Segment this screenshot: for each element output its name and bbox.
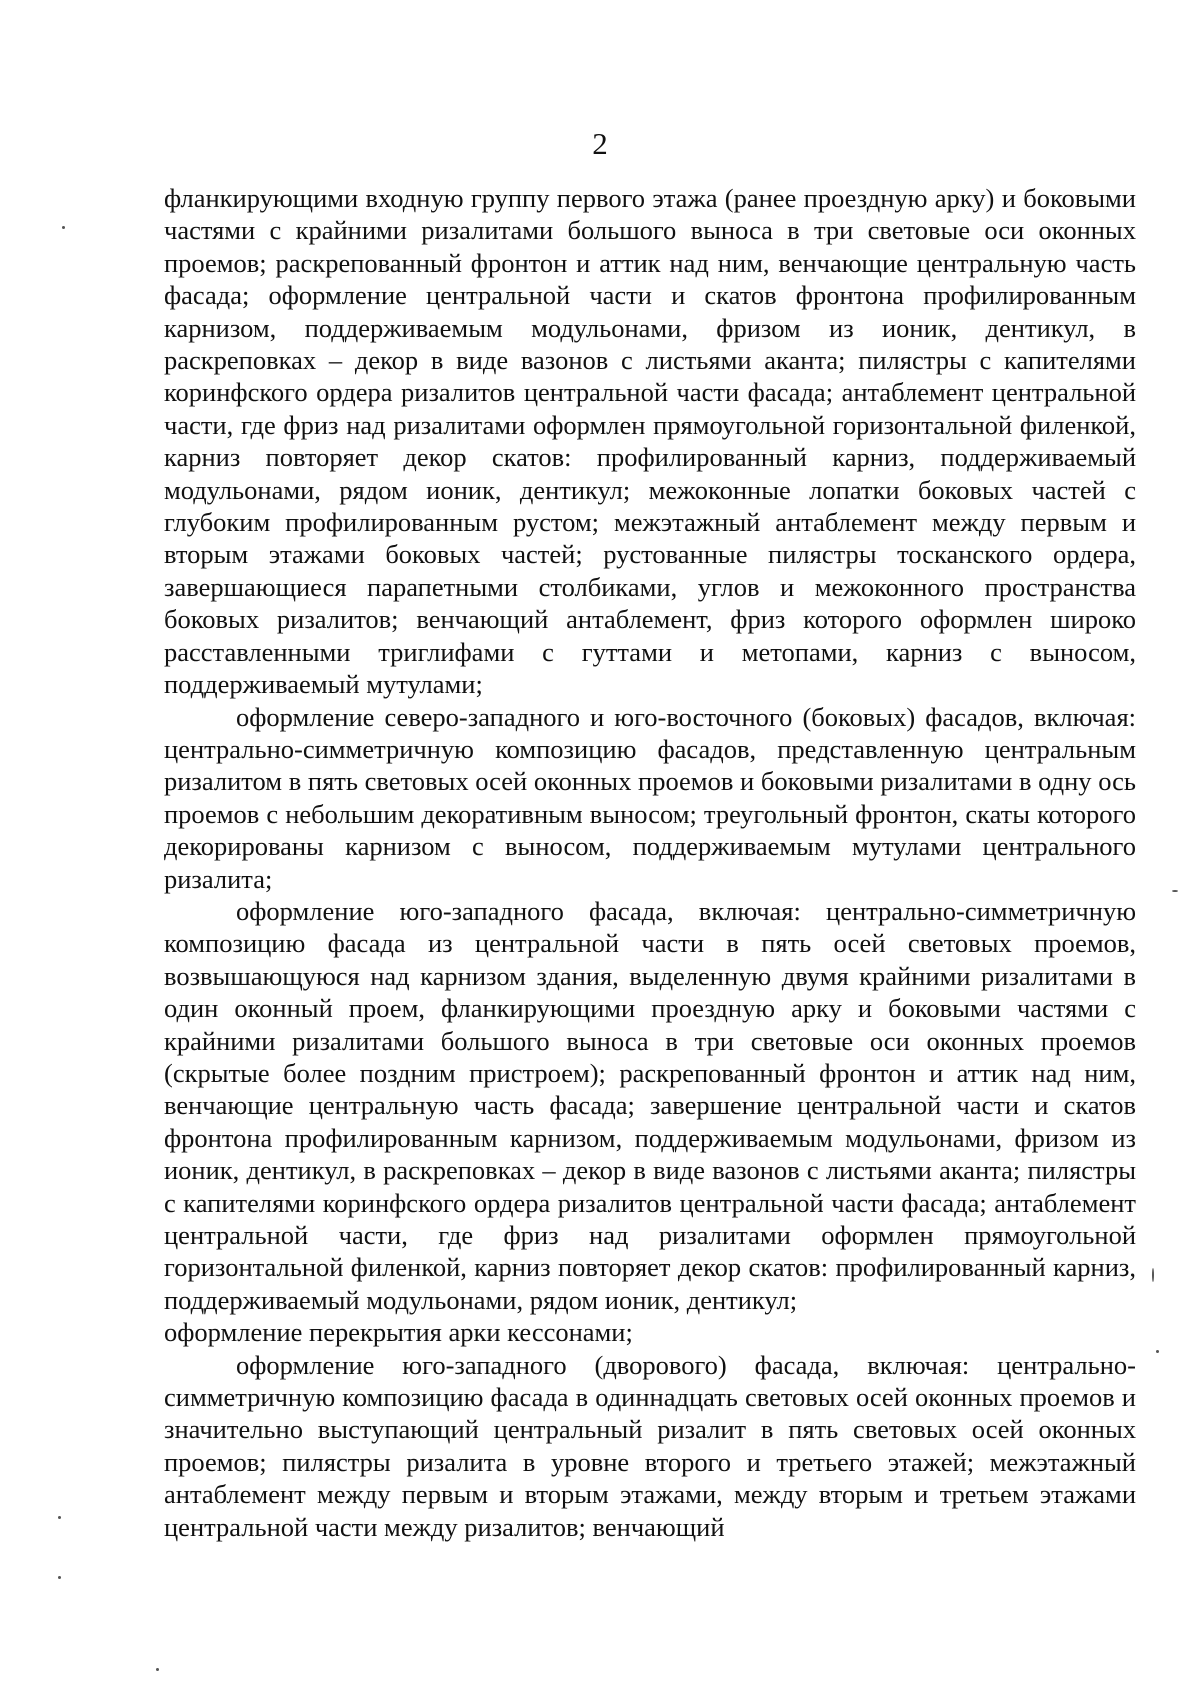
body-text — [164, 182, 1136, 1543]
scan-speck — [58, 1516, 61, 1519]
scan-speck — [58, 1576, 61, 1579]
scan-speck — [1152, 1268, 1154, 1282]
paragraph-courtyard-facade: оформление юго-западного (дворового) фасада, включая: центрально-симметричную композицию фасада в одиннадцать световых осей оконных проемов и значительно выступающий центральный ризалит в пять световых осей оконных проемов; пилястры ризалита в уровне второго и третьего этажей; межэтажный антаблемент между первым и вторым этажами, между вторым и третьем этажами центральной части между ризалитов; венчающий — [164, 1349, 1136, 1542]
paragraph-main-facade-continuation: фланкирующими входную группу первого этажа (ранее проездную арку) и боковыми частями с крайними ризалитами большого выноса в три световые оси оконных проемов; раскрепованный фронтон и аттик над ним, венчающие центральную часть фасада; оформление центральной части и скатов фронтона профилированным карнизом, поддерживаемым модульонами, фризом из ионик, дентикул, в раскреповках – декор в виде вазонов с листьями аканта; пилястры с капителями коринфского ордера ризалитов центральной части фасада; антаблемент центральной части, где фриз над ризалитами оформлен прямоугольной горизонтальной филенкой, карниз повторяет декор скатов: профилированный карниз, поддерживаемый модульонами, рядом ионик, дентикул; межоконные лопатки боковых частей с глубоким профилированным рустом; межэтажный антаблемент между первым и вторым этажами боковых частей; рустованные пилястры тосканского ордера, завершающиеся парапетными столбиками, углов и межоконного пространства боковых ризалитов; венчающий антаблемент, фриз которого оформлен широко расставленными триглифами с гуттами и метопами, карниз с выносом, поддерживаемый мутулами; — [164, 183, 1136, 700]
page-number: 2 — [592, 126, 608, 161]
scan-speck — [1172, 890, 1178, 892]
paragraph-southwest-facade: оформление юго-западного фасада, включая: центрально-симметричную композицию фасада из центральной части в пять осей световых проемов, возвышающуюся над карнизом здания, выделенную двумя крайними ризалитами в один оконный проем, фланкирующими проездную арку и боковыми частями с крайними ризалитами большого выноса в три световые оси оконных проемов (скрытые более поздним пристроем); раскрепованный фронтон и аттик над ним, венчающие центральную часть фасада; завершение центральной части и скатов фронтона профилированным карнизом, поддерживаемым модульонами, фризом из ионик, дентикул, в раскреповках – декор в виде вазонов с листьями аканта; пилястры с капителями коринфского ордера ризалитов центральной части фасада; антаблемент центральной части, где фриз над ризалитами оформлен прямоугольной горизонтальной филенкой, карниз повторяет декор скатов: профилированный карниз, поддерживаемый модульонами, рядом ионик, дентикул; — [164, 895, 1136, 1315]
scan-speck — [62, 226, 65, 229]
paragraph-side-facades: оформление северо-западного и юго-восточного (боковых) фасадов, включая: центрально-симметричную композицию фасадов, представленную центральным ризалитом в пять световых осей оконных проемов и боковыми ризалитами в одну ось проемов с небольшим декоративным выносом; треугольный фронтон, скаты которого декорированы карнизом с выносом, поддерживаемым мутулами центрального ризалита; — [164, 701, 1136, 894]
scan-speck — [156, 1668, 159, 1671]
scan-speck — [1156, 1350, 1159, 1353]
paragraph-arch-ceiling: оформление перекрытия арки кессонами; — [164, 1317, 633, 1348]
